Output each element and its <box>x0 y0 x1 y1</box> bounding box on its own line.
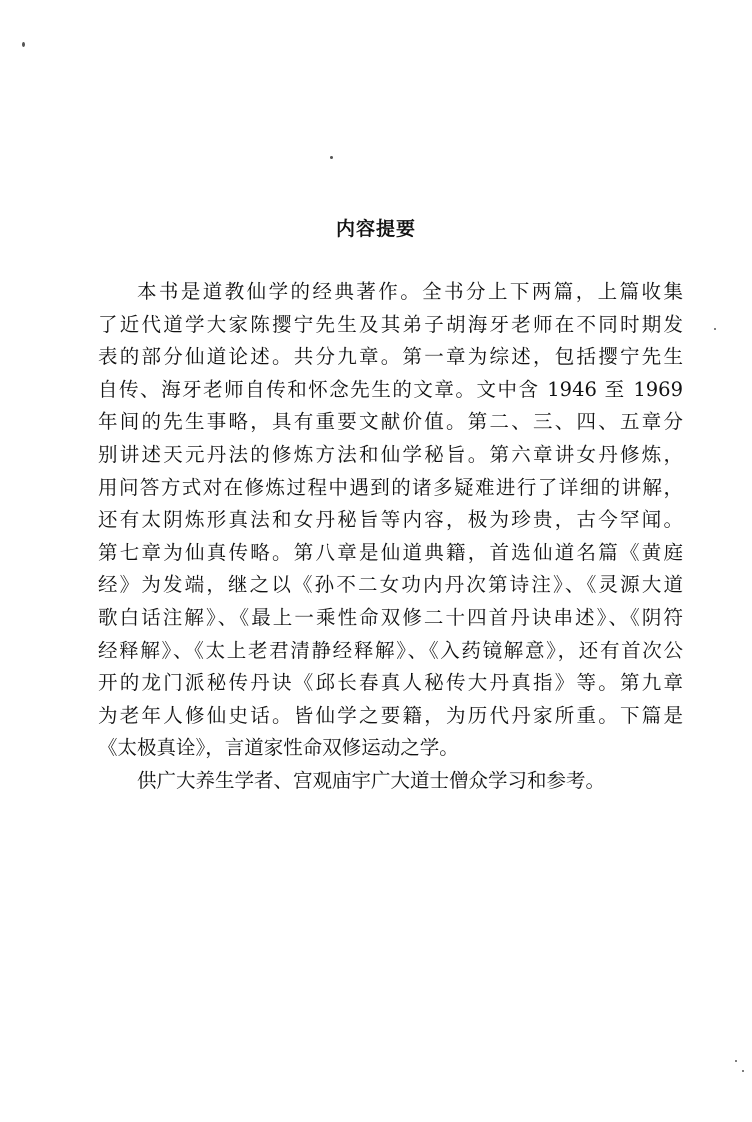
text-line: 开的龙门派秘传丹诀《邱长春真人秘传大丹真指》等。第九章 <box>98 671 683 695</box>
scan-speck <box>735 1060 737 1062</box>
text-line: 自传、海牙老师自传和怀念先生的文章。文中含 1946 至 1969 <box>98 377 683 401</box>
text-line: 用问答方式对在修炼过程中遇到的诸多疑难进行了详细的讲解， <box>98 475 683 499</box>
text-line: 歌白话注解》、《最上一乘性命双修二十四首丹诀串述》、《阴符 <box>98 605 683 629</box>
text-line: 第七章为仙真传略。第八章是仙道典籍，首选仙道名篇《黄庭 <box>98 540 683 564</box>
scan-speck <box>742 1070 744 1072</box>
scan-speck <box>714 328 716 330</box>
scan-speck <box>330 156 333 159</box>
paragraph-audience <box>98 765 683 798</box>
text-line: 还有太阴炼形真法和女丹秘旨等内容，极为珍贵，古今罕闻。 <box>98 508 683 532</box>
text-line: 本书是道教仙学的经典著作。全书分上下两篇，上篇收集 <box>137 280 683 303</box>
text-line: 表的部分仙道论述。共分九章。第一章为综述，包括撄宁先生 <box>98 345 683 369</box>
text-line: 别讲述天元丹法的修炼方法和仙学秘旨。第六章讲女丹修炼， <box>98 442 683 466</box>
content-summary <box>98 276 683 798</box>
paragraph-main <box>98 276 683 765</box>
page-title: 内容提要 <box>335 218 416 240</box>
scan-speck <box>22 42 25 47</box>
text-line: 了近代道学大家陈撄宁先生及其弟子胡海牙老师在不同时期发 <box>98 312 683 336</box>
text-line: 经》为发端，继之以《孙不二女功内丹次第诗注》、《灵源大道 <box>98 573 683 597</box>
text-line: 经释解》、《太上老君清静经释解》、《入药镜解意》，还有首次公 <box>98 638 683 662</box>
text-line: 供广大养生学者、宫观庙宇广大道士僧众学习和参考。 <box>137 768 606 792</box>
text-line: 为老年人修仙史话。皆仙学之要籍，为历代丹家所重。下篇是 <box>98 703 683 727</box>
text-line: 《太极真诠》，言道家性命双修运动之学。 <box>98 736 459 760</box>
text-line: 年间的先生事略，具有重要文献价值。第二、三、四、五章分 <box>98 410 683 434</box>
